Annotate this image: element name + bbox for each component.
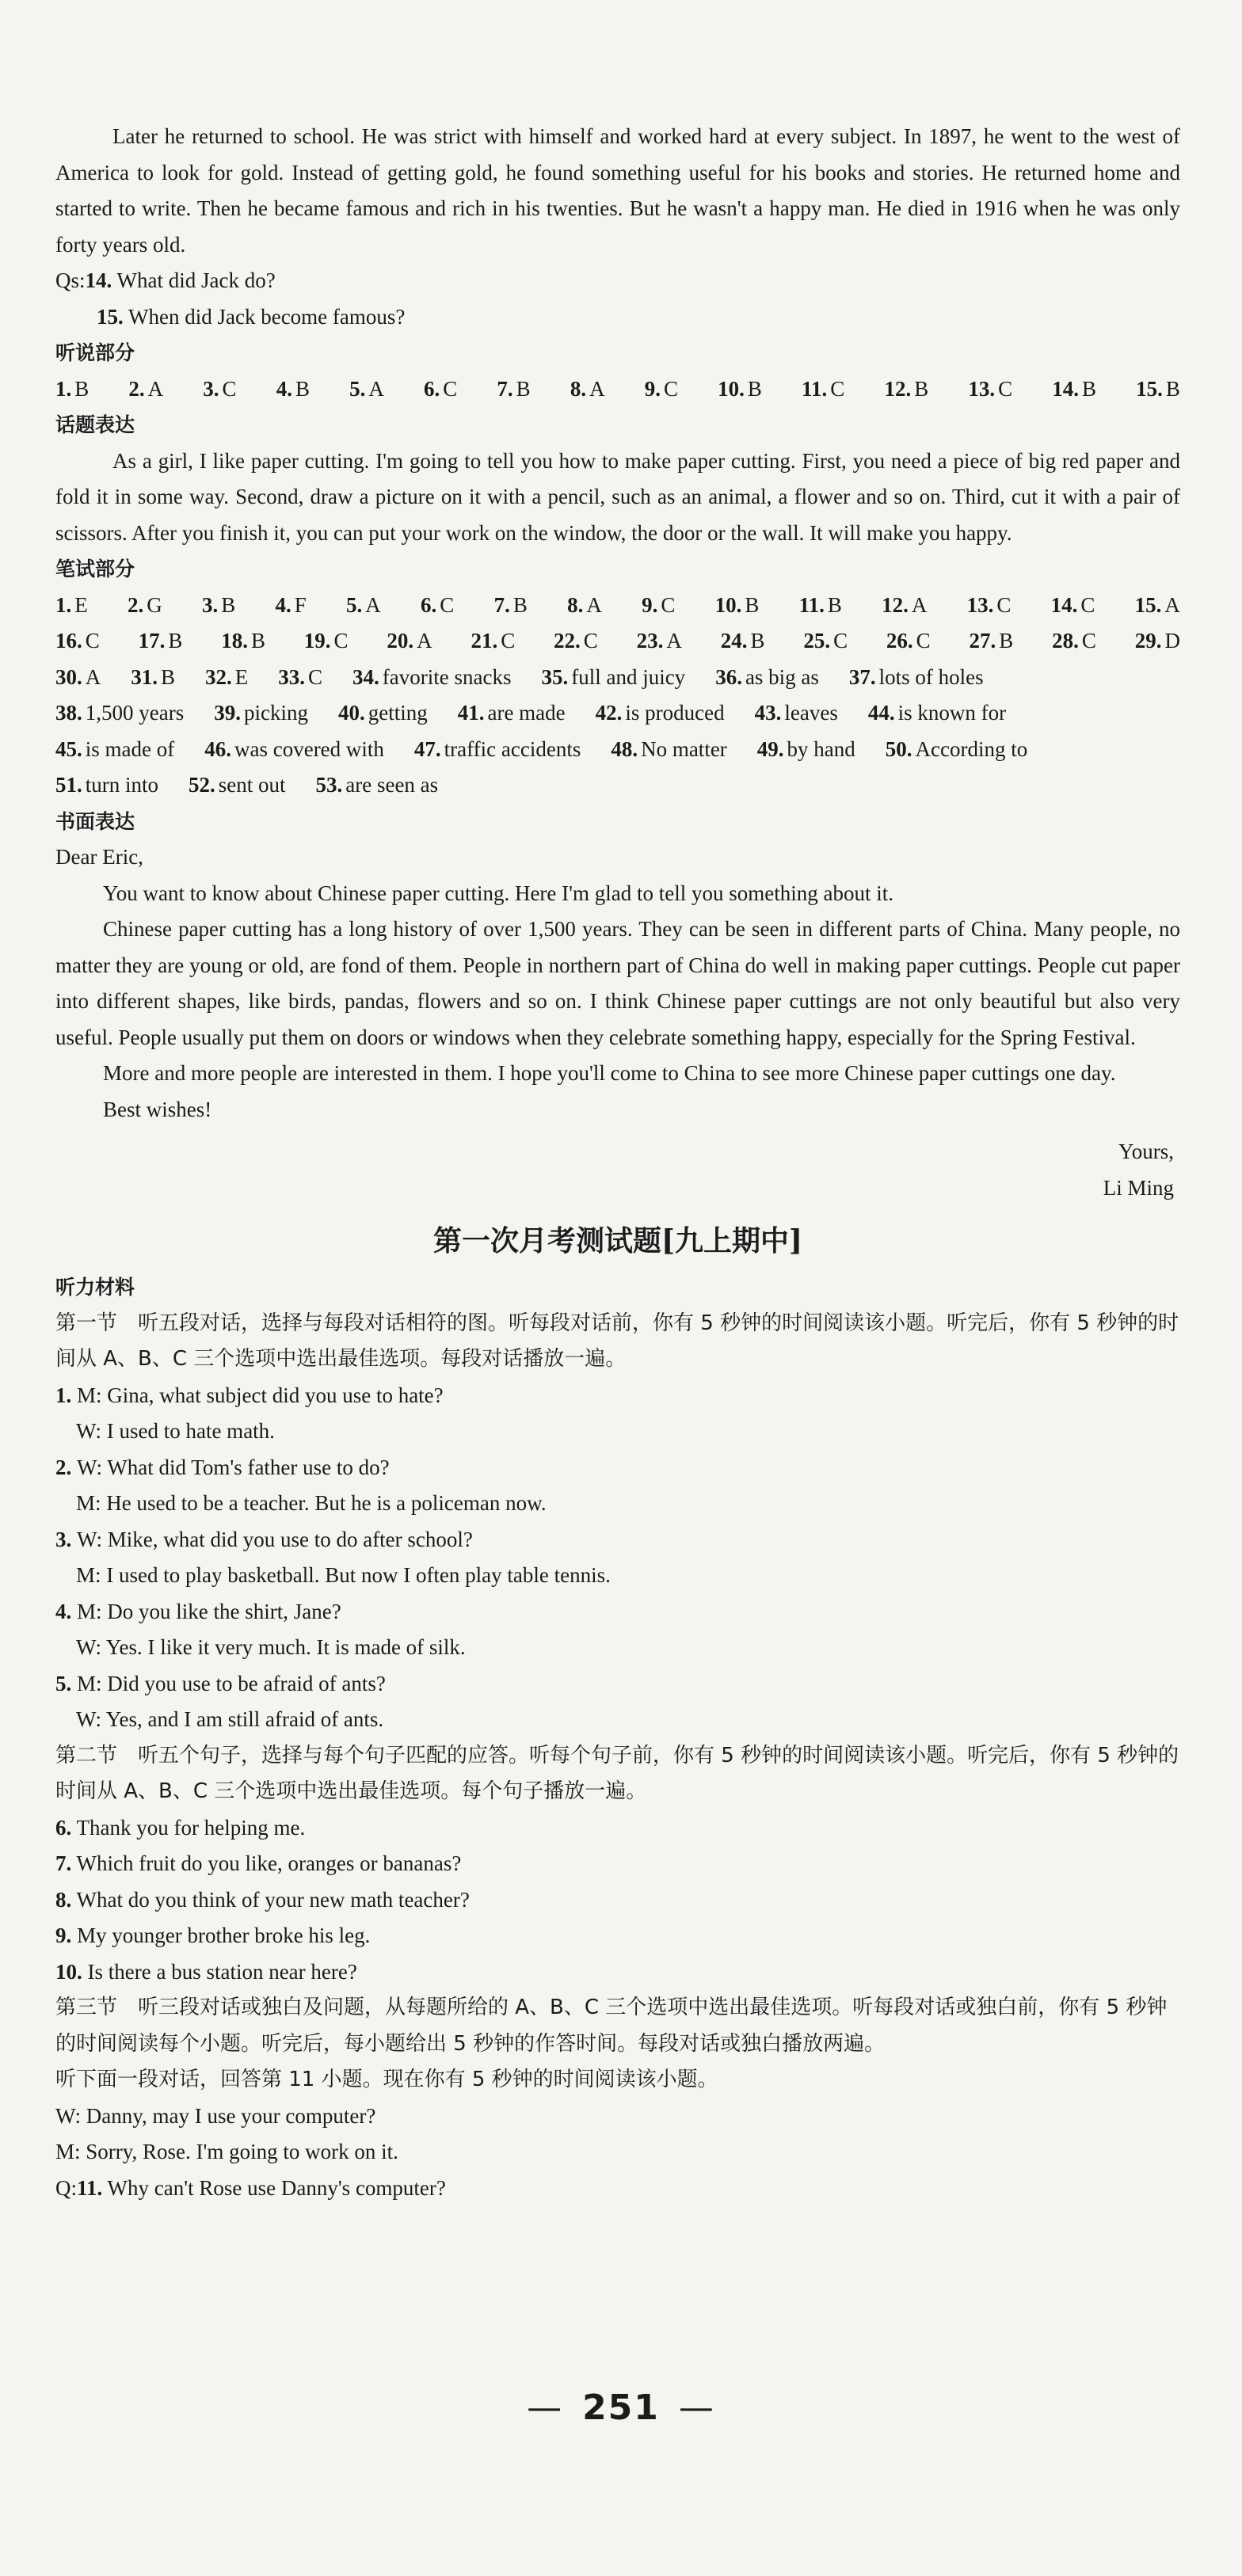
dialogue-line: 5. M: Did you use to be afraid of ants? (55, 1671, 386, 1695)
answer-item: 5.A (346, 592, 381, 617)
dialogue-line: 4. M: Do you like the shirt, Jane? (55, 1599, 341, 1623)
section3-sub: 听下面一段对话，回答第 11 小题。现在你有 5 秒钟的时间阅读该小题。 (55, 2068, 718, 2091)
answer-item: 30.A (55, 664, 101, 689)
answer-item: 19.C (303, 629, 349, 653)
answer-item: 1.B (55, 376, 90, 401)
letter-signature: Li Ming (1103, 1175, 1174, 1200)
answer-item: 44.is known for (867, 701, 1007, 725)
passage-paragraph: Later he returned to school. He was strict with himself and worked hard at every subject. In 1897, he went to the west of America to look for gold. Instead of getting gold, he found something useful for his books and stories. He returned home and started to write. Then he became famous and rich in his twenties. But he wasn't a happy man. He died in 1916 when he was only forty years old. (55, 124, 1180, 257)
answer-item: 4.B (276, 376, 310, 401)
dialogue-line: M: He used to be a teacher. But he is a policeman now. (76, 1491, 547, 1515)
answer-item: 2.A (128, 376, 164, 401)
answer-row (55, 623, 1180, 660)
dialogue-line: W: Yes. I like it very much. It is made of silk. (76, 1635, 466, 1659)
question-11: Q:11. Why can't Rose use Danny's computer? (55, 2175, 446, 2200)
dialog11-line: M: Sorry, Rose. I'm going to work on it. (55, 2140, 398, 2163)
answer-item: 14.C (1050, 592, 1095, 617)
answer-item: 8.A (567, 592, 602, 617)
sentence-item: 6. Thank you for helping me. (55, 1815, 306, 1840)
answer-item: 10.B (718, 376, 762, 401)
answer-item: 31.B (131, 664, 176, 689)
page-content (55, 119, 1180, 2206)
answer-item: 12.B (884, 376, 929, 401)
answer-row (55, 767, 1180, 804)
letter-paragraph: More and more people are interested in them. I hope you'll come to China to see more Chinese paper cuttings one day. (103, 1061, 1116, 1085)
section3-intro: 第三节 听三段对话或独白及问题，从每题所给的 A、B、C 三个选项中选出最佳选项。听每段对话或独白前，你有 5 秒钟的时间阅读每个小题。听完后，每小题给出 5 秒钟的作答时间。每段对话或独白播放两遍。 (55, 1996, 1168, 2056)
listening-answers (55, 371, 1180, 408)
sentence-item: 10. Is there a bus station near here? (55, 1959, 357, 1984)
answer-item: 29.D (1134, 629, 1180, 653)
answer-item: 1.E (55, 592, 88, 617)
answer-item: 43.leaves (754, 701, 838, 725)
answer-item: 2.G (128, 592, 162, 617)
answer-item: 42.is produced (595, 701, 725, 725)
answer-item: 37.lots of holes (848, 664, 984, 689)
answer-item: 9.C (644, 376, 678, 401)
answer-item: 28.C (1052, 629, 1096, 653)
answer-item: 24.B (720, 629, 765, 653)
answer-item: 41.are made (457, 701, 566, 725)
answer-item: 39.picking (214, 701, 308, 725)
answer-item: 3.B (202, 592, 236, 617)
question-15: 15. When did Jack become famous? (97, 304, 406, 329)
sentence-list (55, 1810, 1180, 1991)
section2-intro: 第二节 听五个句子，选择与每个句子匹配的应答。听每个句子前，你有 5 秒钟的时间阅读该小题。听完后，你有 5 秒钟的时间从 A、B、C 三个选项中选出最佳选项。每个句子播放一遍。 (55, 1743, 1179, 1803)
answer-item: 10.B (714, 592, 760, 617)
sentence-item: 8. What do you think of your new math teacher? (55, 1887, 470, 1912)
dialog11-line: W: Danny, may I use your computer? (55, 2103, 376, 2128)
listening-section-title: 听说部分 (55, 341, 135, 364)
answer-item: 11.C (802, 376, 845, 401)
dialogue-line: 2. W: What did Tom's father use to do? (55, 1455, 390, 1479)
answer-row (55, 695, 1180, 732)
letter-paragraph: Chinese paper cutting has a long history of over 1,500 years. They can be seen in different parts of China. Many people, no matter they are young or old, are fond of them. People in northern part of China do well in making paper cuttings. People cut paper into different shapes, like birds, pandas, flowers and so on. I think Chinese paper cuttings are not only beautiful but also very useful. People usually put them on doors or windows when they celebrate something happy, especially for the Spring Festival. (55, 917, 1180, 1049)
answer-item: 22.C (554, 629, 598, 653)
answer-item: 9.C (642, 592, 676, 617)
dialogue-line: W: I used to hate math. (76, 1419, 275, 1443)
material-title: 听力材料 (55, 1276, 135, 1299)
answer-item: 15.A (1134, 592, 1180, 617)
answer-item: 35.full and juicy (541, 664, 686, 689)
answer-item: 38.1,500 years (55, 701, 185, 725)
answer-item: 23.A (636, 629, 682, 653)
answer-item: 13.C (968, 376, 1013, 401)
answer-item: 14.B (1052, 376, 1097, 401)
answer-item: 26.C (886, 629, 931, 653)
page-number: — 251 — (527, 2388, 715, 2428)
question-14: Qs:14. What did Jack do? (55, 268, 276, 292)
answer-item: 8.A (570, 376, 605, 401)
answer-item: 45.is made of (55, 736, 175, 761)
answer-item: 34.favorite snacks (352, 664, 512, 689)
topic-paragraph: As a girl, I like paper cutting. I'm going to tell you how to make paper cutting. First, you need a piece of big red paper and fold it in some way. Second, draw a picture on it with a pencil, such as an animal, a flower and so on. Third, cut it with a pair of scissors. After you finish it, you can put your work on the window, the door or the wall. It will make you happy. (55, 448, 1180, 545)
writing-section-title: 书面表达 (55, 809, 135, 833)
answer-item: 49.by hand (756, 736, 855, 761)
topic-section-title: 话题表达 (55, 413, 135, 436)
answer-item: 36.as big as (715, 664, 819, 689)
answer-item: 50.According to (885, 736, 1028, 761)
written-section-title: 笔试部分 (55, 557, 135, 580)
answer-item: 7.B (493, 592, 528, 617)
written-answers (55, 588, 1180, 804)
answer-row (55, 588, 1180, 624)
answer-item: 27.B (969, 629, 1014, 653)
answer-row (55, 732, 1180, 768)
answer-item: 12.A (882, 592, 928, 617)
answer-item: 48.No matter (611, 736, 727, 761)
sentence-item: 9. My younger brother broke his leg. (55, 1923, 371, 1947)
answer-item: 6.C (421, 592, 455, 617)
answer-item: 25.C (803, 629, 848, 653)
answer-item: 13.C (966, 592, 1012, 617)
answer-item: 33.C (278, 664, 323, 689)
answer-item: 51.turn into (55, 773, 158, 797)
dialogue-line: 1. M: Gina, what subject did you use to hate? (55, 1383, 444, 1407)
answer-item: 5.A (349, 376, 384, 401)
answer-item: 20.A (387, 629, 432, 653)
answer-item: 21.C (471, 629, 516, 653)
dialogue-list (55, 1378, 1180, 1738)
sentence-item: 7. Which fruit do you like, oranges or bananas? (55, 1851, 462, 1875)
letter-greeting: Dear Eric, (55, 845, 143, 869)
answer-item: 17.B (138, 629, 183, 653)
answer-item: 52.sent out (189, 773, 286, 797)
dialogue-line: 3. W: Mike, what did you use to do after school? (55, 1527, 473, 1551)
answer-item: 3.C (203, 376, 237, 401)
answer-row (55, 660, 1180, 696)
dialogue-line: M: I used to play basketball. But now I often play table tennis. (76, 1563, 611, 1587)
letter-paragraph: You want to know about Chinese paper cutting. Here I'm glad to tell you something about it. (103, 881, 893, 905)
answer-item: 15.B (1136, 376, 1180, 401)
answer-item: 16.C (55, 629, 100, 653)
answer-item: 32.E (205, 664, 249, 689)
letter-paragraph: Best wishes! (103, 1097, 212, 1121)
dialogue-line: W: Yes, and I am still afraid of ants. (76, 1707, 384, 1731)
answer-item: 4.F (275, 592, 307, 617)
exam-title: 第一次月考测试题[九上期中] (432, 1224, 803, 1258)
answer-item: 47.traffic accidents (413, 736, 581, 761)
letter-closing: Yours, (1118, 1140, 1174, 1163)
answer-item: 6.C (424, 376, 458, 401)
answer-item: 53.are seen as (315, 773, 439, 797)
answer-item: 7.B (497, 376, 531, 401)
answer-item: 40.getting (337, 701, 428, 725)
answer-item: 46.was covered with (204, 736, 384, 761)
answer-item: 18.B (221, 629, 265, 653)
answer-item: 11.B (798, 592, 842, 617)
section1-intro: 第一节 听五段对话，选择与每段对话相符的图。听每段对话前，你有 5 秒钟的时间阅读该小题。听完后，你有 5 秒钟的时间从 A、B、C 三个选项中选出最佳选项。每段对话播放一遍。 (55, 1311, 1179, 1371)
